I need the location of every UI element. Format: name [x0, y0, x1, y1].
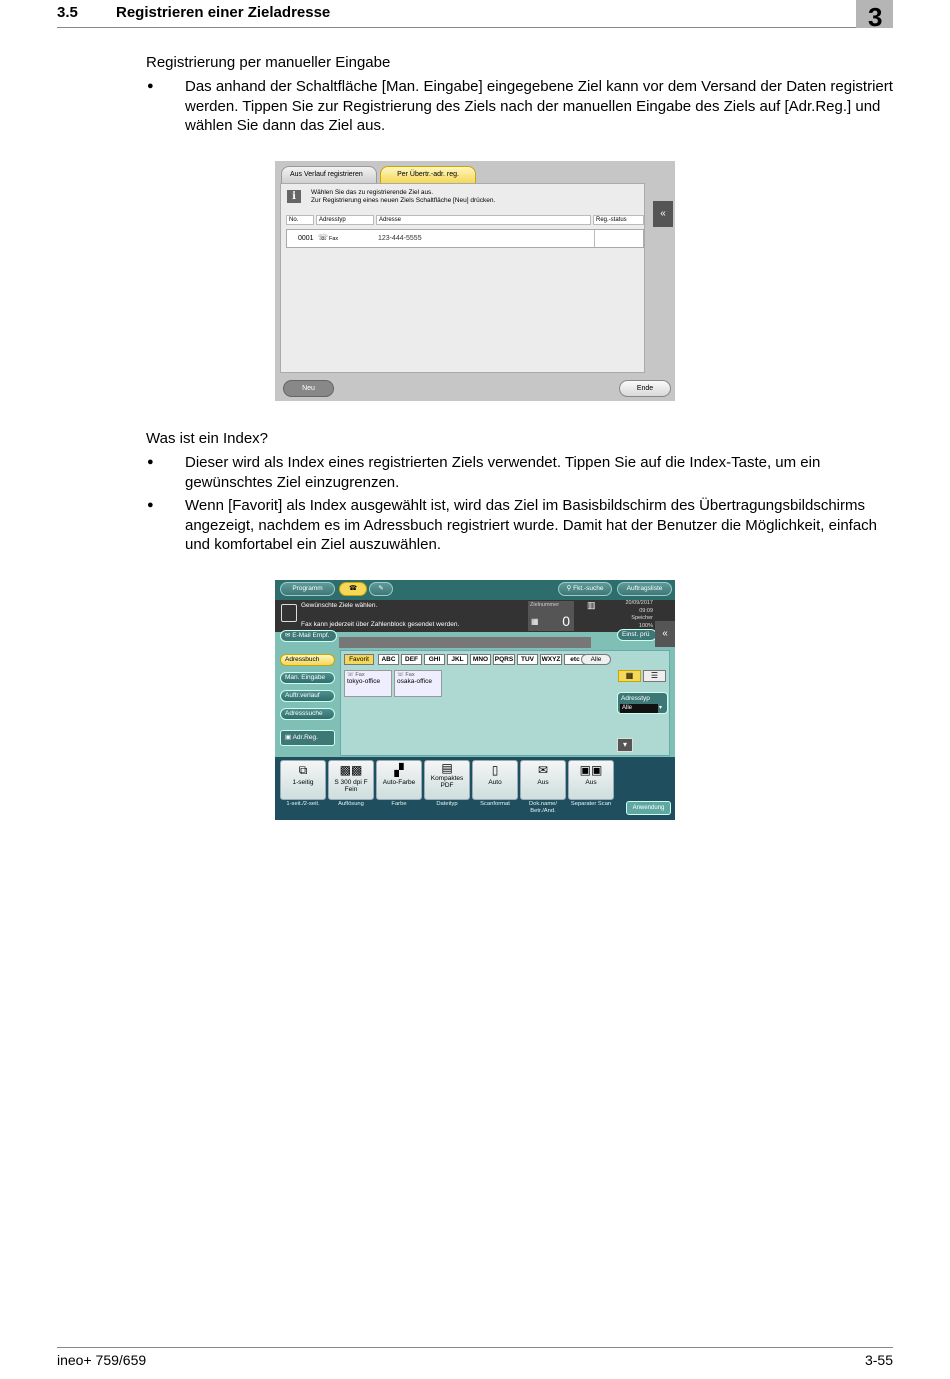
program-button[interactable]: Programm [280, 582, 335, 596]
list-view-icon[interactable]: ☰ [643, 670, 666, 682]
function-label: Dok.name/ Betr./And. [528, 801, 558, 814]
memory-value: 100% [638, 622, 653, 629]
target-label: Zielnummer [530, 602, 560, 608]
pdf-icon: ▤ [441, 761, 453, 775]
date: 20/09/2017 [625, 600, 653, 606]
column-header: Reg.-status [593, 215, 644, 225]
email-receive-button[interactable] [280, 630, 337, 642]
function-label: Farbe [391, 801, 407, 807]
function-button[interactable] [280, 760, 326, 800]
address-register-button[interactable] [280, 730, 335, 746]
function-label: Dateityp [436, 801, 458, 807]
bullet-dot: ● [147, 456, 154, 468]
function-value: Aus [537, 779, 549, 786]
function-button[interactable] [376, 760, 422, 800]
function-value: 1-seitig [292, 779, 314, 786]
function-value: Aus [585, 779, 597, 786]
time: 09:09 [639, 607, 653, 614]
function-value: S 300 dpi F Fein [334, 779, 368, 793]
address-type-label: Adresstyp [621, 695, 650, 702]
address-type-value: Alle [620, 704, 658, 713]
tab-register-by-address[interactable]: Per Übertr.-adr. reg. [380, 166, 476, 184]
email-receive-label: E-Mail Empf. [292, 632, 330, 639]
nav-job-history[interactable]: Auftr.verlauf [280, 690, 335, 702]
destination-input[interactable] [339, 637, 591, 648]
nav-address-search[interactable]: Adresssuche [280, 708, 335, 720]
book-icon: ▥ [587, 600, 596, 610]
block2-bullet2: Wenn [Favorit] als Index ausgewählt ist, wird das Ziel im Basisbildschirm des Übertragungsbildschirms angezeigt, nachdem es im Adressbuch registriert wurde. Damit hat der Benutzer die Möglichkeit, einfach und komfortabel ein Ziel auszuwählen. [185, 497, 878, 553]
function-label: Scanformat [480, 801, 510, 807]
target-count: 0 [562, 613, 570, 629]
instruction-message [311, 189, 495, 205]
info-icon: i [287, 190, 301, 203]
index-key[interactable]: PQRS [494, 656, 514, 663]
block1-bullet: Das anhand der Schaltfläche [Man. Eingabe] eingegebene Ziel kann vor dem Versand der Daten registriert werden. Tippen Sie zur Registrierung des Ziels nach der manuellen Eingabe des Ziels auf [Adr.Reg.] und wählen Sie dann das Ziel aus. [185, 78, 893, 134]
index-key[interactable]: etc [564, 654, 586, 665]
end-button[interactable]: Ende [619, 380, 671, 397]
tab-from-history[interactable]: Aus Verlauf registrieren [281, 166, 377, 184]
separate-scan-icon: ▣▣ [579, 763, 603, 777]
function-search-button[interactable] [558, 582, 612, 596]
resolution-icon: ▩▩ [339, 763, 363, 777]
keypad-icon: ▦ [531, 617, 539, 626]
function-value: Auto [488, 779, 502, 786]
message-line: Wählen Sie das zu registrierende Ziel aus. [311, 189, 434, 196]
register-icon: ▣ [285, 734, 293, 741]
destination-name: osaka-office [397, 678, 432, 685]
nav-address-book[interactable]: Adressbuch [280, 654, 335, 666]
color-icon: ▞ [394, 763, 404, 777]
bullet-dot: ● [147, 80, 154, 92]
grid-view-icon[interactable]: ▦ [618, 670, 641, 682]
new-button[interactable]: Neu [283, 380, 334, 397]
search-icon: ⚲ [566, 585, 574, 592]
mail-icon: ✉ [285, 632, 293, 639]
destination-tile[interactable] [344, 670, 392, 697]
index-favorite[interactable]: Favorit [344, 654, 374, 665]
phone-icon[interactable]: ☎ [339, 582, 367, 596]
column-header: Adresse [376, 215, 591, 225]
chevron-down-icon: ▾ [659, 705, 663, 711]
function-button[interactable] [568, 760, 614, 800]
status-info [615, 600, 653, 630]
function-value: Kompaktes PDF [430, 775, 464, 789]
collapse-icon[interactable]: « [653, 201, 673, 227]
fax-icon: ☏ [397, 672, 406, 678]
address-register-label: Adr.Reg. [292, 734, 318, 741]
function-button[interactable] [472, 760, 518, 800]
register-panel [280, 183, 645, 373]
function-label: 1-seit./2-seit. [286, 801, 320, 807]
footer-product: ineo+ 759/659 [57, 1352, 147, 1368]
index-key[interactable]: ABC [378, 654, 399, 665]
function-button[interactable] [520, 760, 566, 800]
column-header: No. [286, 215, 314, 225]
row-address: 123-444-5555 [378, 235, 422, 242]
screenshot-register-from-history [275, 161, 675, 401]
chapter-number: 3 [868, 2, 883, 32]
index-key[interactable]: TUV [517, 654, 538, 665]
block2-heading: Was ist ein Index? [146, 430, 268, 447]
destination-tile[interactable] [394, 670, 442, 697]
header-rule [57, 27, 893, 28]
table-row[interactable] [286, 229, 644, 248]
function-button[interactable] [328, 760, 374, 800]
job-list-button[interactable]: Auftragsliste [617, 582, 672, 596]
check-settings-button[interactable]: Einst. prü [617, 629, 657, 641]
nav-manual-entry[interactable]: Man. Eingabe [280, 672, 335, 684]
destination-type-label: Fax [405, 672, 415, 678]
footer-page-number: 3-55 [864, 1352, 893, 1368]
memory-label: Speicher [631, 615, 653, 621]
message-select: Gewünschte Ziele wählen. [301, 602, 378, 609]
index-key[interactable]: JKL [447, 654, 468, 665]
document-name-icon: ✉ [537, 763, 549, 777]
collapse-icon[interactable]: « [655, 621, 675, 647]
index-all[interactable]: Alle [581, 654, 611, 665]
row-divider [594, 230, 595, 247]
destination-name: tokyo-office [347, 678, 381, 685]
function-button[interactable] [424, 760, 470, 800]
paper-size-icon: ▯ [491, 763, 499, 777]
footer-rule [57, 1347, 893, 1348]
screenshot-fax-address-book [275, 580, 675, 820]
index-key[interactable]: WXYZ [541, 656, 561, 663]
fax-icon: ☏ [347, 672, 356, 678]
function-value: Auto-Farbe [382, 779, 416, 786]
index-key[interactable]: GHI [424, 654, 445, 665]
apply-button[interactable]: Anwendung [626, 801, 671, 815]
message-line: Zur Registrierung eines neuen Ziels Schaltfläche [Neu] drücken. [311, 197, 496, 204]
block2-bullet1: Dieser wird als Index eines registrierten Ziels verwendet. Tippen Sie auf die Index-Taste, um ein gewünschtes Ziel einzugrenzen. [185, 454, 821, 491]
bullet-dot: ● [147, 499, 154, 511]
address-type-filter[interactable] [617, 692, 668, 714]
column-header: Adresstyp [316, 215, 374, 225]
function-search-label: Fkt.-suche [573, 585, 604, 592]
section-title: Registrieren einer Zieladresse [116, 4, 331, 21]
row-number: 0001 [298, 235, 314, 242]
row-type: Fax [329, 236, 339, 242]
function-label: Auflösung [338, 801, 364, 807]
index-key[interactable]: DEF [401, 654, 422, 665]
document-icon [281, 604, 297, 622]
handset-icon[interactable]: ✎ [369, 582, 393, 596]
destination-type-label: Fax [355, 672, 365, 678]
top-bar [275, 580, 675, 600]
message-fax: Fax kann jederzeit über Zahlenblock gesendet werden. [301, 621, 460, 628]
duplex-icon: ⧉ [298, 763, 308, 777]
target-counter [528, 601, 574, 631]
index-key[interactable]: MNO [470, 654, 491, 665]
fax-icon: ☏ [318, 233, 329, 242]
scroll-down-icon[interactable]: ▾ [617, 738, 633, 752]
function-label: Separater Scan [570, 801, 612, 807]
block1-heading: Registrierung per manueller Eingabe [146, 54, 391, 71]
section-number: 3.5 [57, 4, 78, 21]
